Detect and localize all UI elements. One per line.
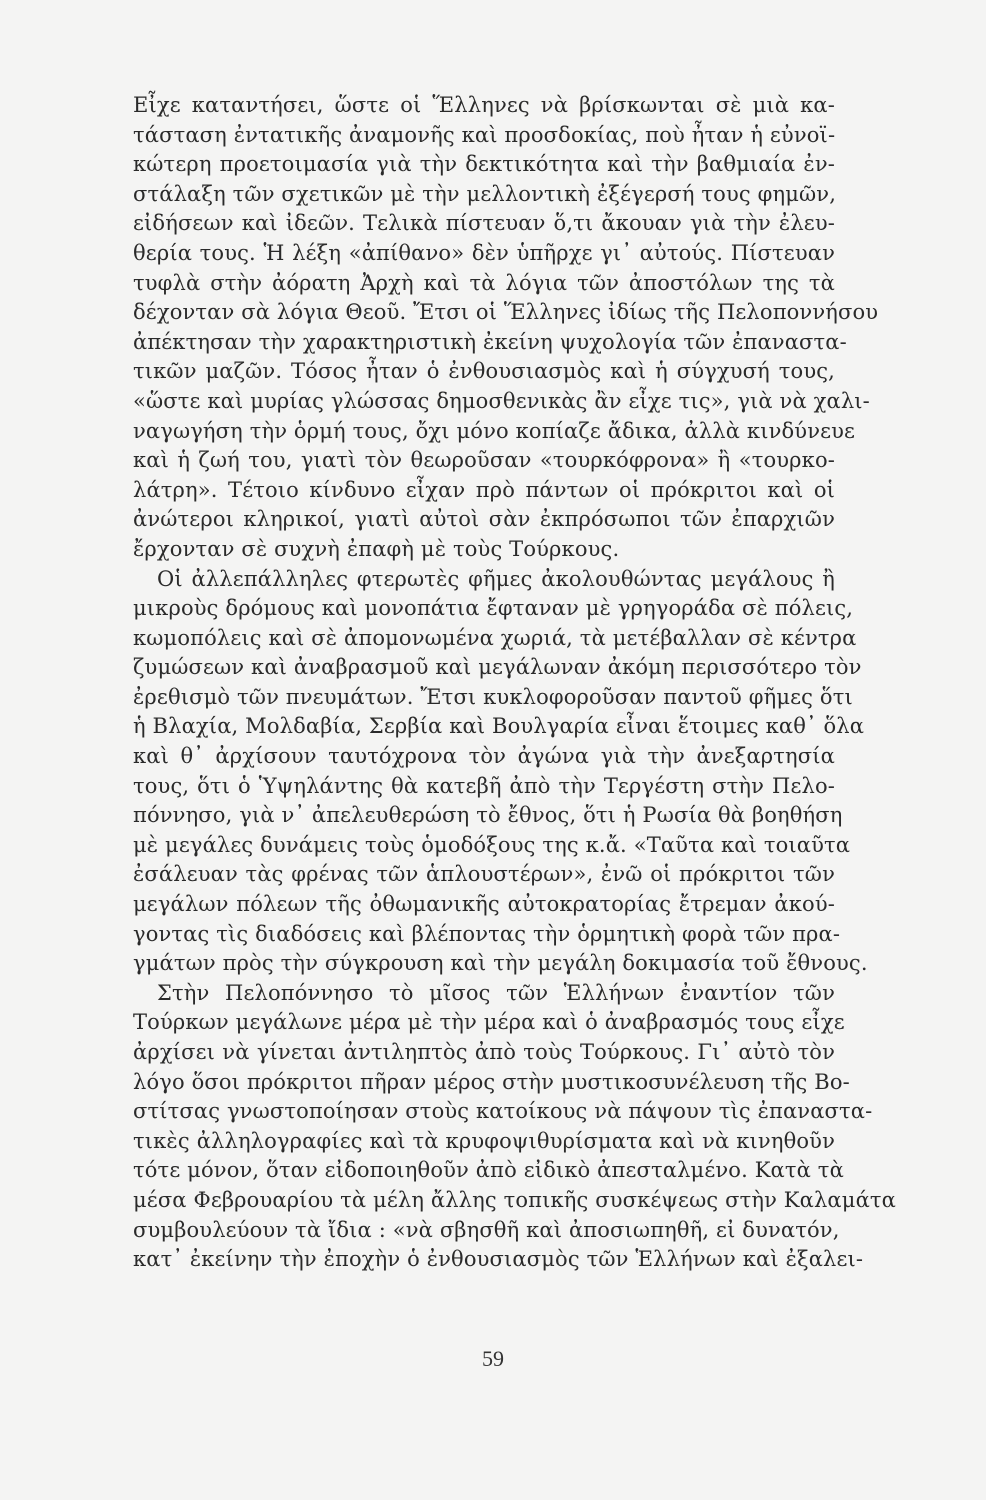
text-line: ἔρχονταν σὲ συχνὴ ἐπαφὴ μὲ τοὺς Τούρκους. — [133, 536, 620, 561]
text-line: ἡ Βλαχία, Μολδαβία, Σερβία καὶ Βουλγαρία εἶναι ἕτοιμες καθ᾽ ὅλα — [133, 714, 865, 739]
text-line: στίτσας γνωστοποίησαν στοὺς κατοίκους νὰ πάψουν τὶς ἐπαναστα- — [133, 1099, 873, 1124]
page-number: 59 — [482, 1346, 504, 1371]
text-line: τικὲς ἀλληλογραφίες καὶ τὰ κρυφοψιθυρίσματα καὶ νὰ κινηθοῦν — [133, 1128, 835, 1153]
text-line: θερία τους. Ἡ λέξη «ἀπίθανο» δὲν ὑπῆρχε γι᾽ αὐτούς. Πίστευαν — [133, 240, 835, 265]
text-line: Οἱ ἀλλεπάλληλες φτερωτὲς φῆμες ἀκολουθώντας μεγάλους ἢ — [157, 566, 835, 591]
text-line: γμάτων πρὸς τὴν σύγκρουση καὶ τὴν μεγάλη δοκιμασία τοῦ ἔθνους. — [133, 951, 868, 976]
text-line: λάτρη». Τέτοιο κίνδυνο εἶχαν πρὸ πάντων οἱ πρόκριτοι καὶ οἱ — [133, 477, 835, 502]
text-line: τάσταση ἐντατικῆς ἀναμονῆς καὶ προσδοκίας, ποὺ ἦταν ἡ εὐνοϊ- — [133, 122, 836, 147]
text-line: Τούρκων μεγάλωνε μέρα μὲ τὴν μέρα καὶ ὁ ἀναβρασμός τους εἶχε — [133, 1010, 845, 1035]
text-line: ζυμώσεων καὶ ἀναβρασμοῦ καὶ μεγάλωναν ἀκόμη περισσότερο τὸν — [133, 655, 862, 680]
text-line: Εἶχε καταντήσει, ὥστε οἱ Ἕλληνες νὰ βρίσκωνται σὲ μιὰ κα- — [133, 93, 835, 117]
text-line: ἀπέκτησαν τὴν χαρακτηριστικὴ ἐκείνη ψυχολογία τῶν ἐπαναστα- — [133, 329, 847, 354]
text-line: λόγο ὅσοι πρόκριτοι πῆραν μέρος στὴν μυστικοσυνέλευση τῆς Βο- — [133, 1069, 850, 1094]
text-line: τικῶν μαζῶν. Τόσος ἦταν ὁ ἐνθουσιασμὸς καὶ ἡ σύγχυσή τους, — [133, 359, 835, 384]
text-line: ἐρεθισμὸ τῶν πνευμάτων. Ἔτσι κυκλοφοροῦσαν παντοῦ φῆμες ὅτι — [133, 684, 853, 709]
text-line: κωμοπόλεις καὶ σὲ ἀπομονωμένα χωριά, τὰ μετέβαλλαν σὲ κέντρα — [133, 625, 857, 650]
text-line: δέχονταν σὰ λόγια Θεοῦ. Ἔτσι οἱ Ἕλληνες ἰδίως τῆς Πελοποννήσου — [133, 300, 879, 325]
text-line: κατ᾽ ἐκείνην τὴν ἐποχὴν ὁ ἐνθουσιασμὸς τῶν Ἑλλήνων καὶ ἐξαλει- — [133, 1247, 864, 1272]
text-line: Στὴν Πελοπόννησο τὸ μῖσος τῶν Ἑλλήνων ἐναντίον τῶν — [157, 980, 835, 1005]
paragraph — [133, 565, 868, 979]
paragraph — [133, 979, 896, 1275]
text-line: ἀνώτεροι κληρικοί, γιατὶ αὐτοὶ σὰν ἐκπρόσωποι τῶν ἐπαρχιῶν — [133, 507, 835, 532]
body-text — [133, 91, 896, 1275]
text-line: κώτερη προετοιμασία γιὰ τὴν δεκτικότητα καὶ τὴν βαθμιαία ἐν- — [133, 152, 835, 177]
text-line: συμβουλεύουν τὰ ἴδια : «νὰ σβησθῆ καὶ ἀποσιωπηθῆ, εἰ δυνατόν, — [133, 1217, 840, 1242]
text-line: ἀρχίσει νὰ γίνεται ἀντιληπτὸς ἀπὸ τοὺς Τούρκους. Γι᾽ αὐτὸ τὸν — [133, 1040, 835, 1064]
text-line: καὶ θ᾽ ἀρχίσουν ταυτόχρονα τὸν ἀγώνα γιὰ τὴν ἀνεξαρτησία — [133, 744, 835, 769]
text-line: καὶ ἡ ζωή του, γιατὶ τὸν θεωροῦσαν «τουρκόφρονα» ἢ «τουρκο- — [133, 448, 835, 473]
text-line: μεγάλων πόλεων τῆς ὀθωμανικῆς αὐτοκρατορίας ἔτρεμαν ἀκού- — [133, 892, 835, 917]
text-line: τυφλὰ στὴν ἀόρατη Ἀρχὴ καὶ τὰ λόγια τῶν ἀποστόλων της τὰ — [133, 270, 835, 295]
text-line: εἰδήσεων καὶ ἰδεῶν. Τελικὰ πίστευαν ὅ,τι ἄκουαν γιὰ τὴν ἐλευ- — [133, 211, 835, 236]
text-line: ἐσάλευαν τὰς φρένας τῶν ἁπλουστέρων», ἐνῶ οἱ πρόκριτοι τῶν — [133, 862, 835, 887]
text-line: μικροὺς δρόμους καὶ μονοπάτια ἔφταναν μὲ γρηγοράδα σὲ πόλεις, — [133, 596, 854, 621]
text-line: στάλαξη τῶν σχετικῶν μὲ τὴν μελλοντικὴ ἐξέγερσή τους φημῶν, — [133, 181, 837, 206]
text-line: ναγωγήση τὴν ὁρμή τους, ὄχι μόνο κοπίαζε ἄδικα, ἀλλὰ κινδύνευε — [133, 418, 856, 443]
text-line: τότε μόνον, ὅταν εἰδοποιηθοῦν ἀπὸ εἰδικὸ ἀπεσταλμένο. Κατὰ τὰ — [133, 1158, 844, 1183]
text-line: «ὥστε καὶ μυρίας γλώσσας δημοσθενικὰς ἂν εἶχε τις», γιὰ νὰ χαλι- — [133, 388, 870, 413]
text-line: μέσα Φεβρουαρίου τὰ μέλη ἄλλης τοπικῆς συσκέψεως στὴν Καλαμάτα — [133, 1187, 896, 1212]
text-line: πόννησο, γιὰ ν᾽ ἀπελευθερώση τὸ ἔθνος, ὅτι ἡ Ρωσία θὰ βοηθήση — [133, 803, 843, 828]
text-line: μὲ μεγάλες δυνάμεις τοὺς ὁμοδόξους της κ.ἄ. «Ταῦτα καὶ τοιαῦτα — [133, 832, 851, 857]
paragraph — [133, 91, 879, 565]
text-line: τους, ὅτι ὁ Ὑψηλάντης θὰ κατεβῆ ἀπὸ τὴν Τεργέστη στὴν Πελο- — [133, 773, 835, 798]
text-line: γοντας τὶς διαδόσεις καὶ βλέποντας τὴν ὁρμητικὴ φορὰ τῶν πρα- — [133, 921, 841, 946]
